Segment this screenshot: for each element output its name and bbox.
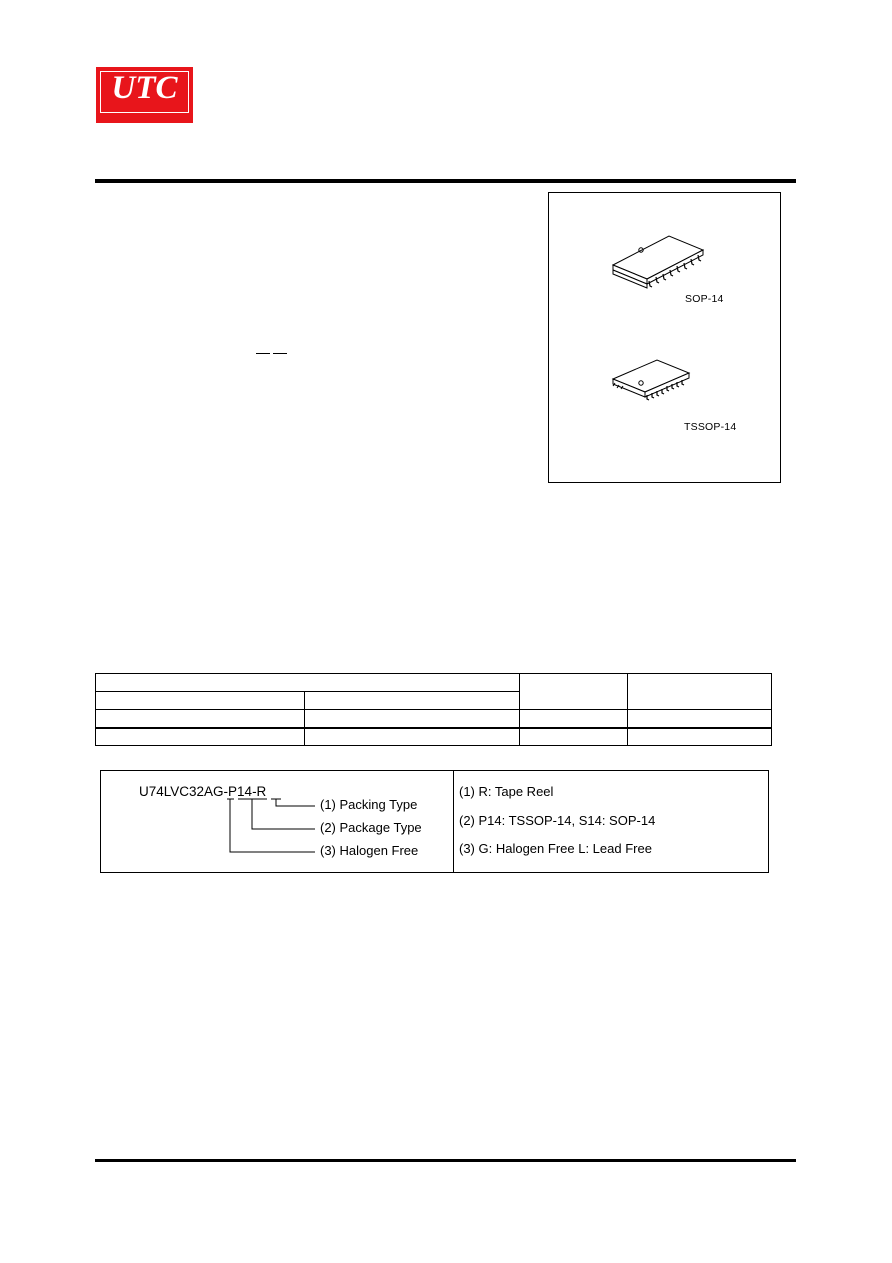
sop-14-chip-icon xyxy=(613,236,703,288)
table-cell xyxy=(96,728,305,746)
table-cell xyxy=(96,692,305,710)
logo-text: UTC xyxy=(111,70,178,106)
table-cell xyxy=(520,674,628,710)
desc-halogen-free: (3) G: Halogen Free L: Lead Free xyxy=(459,841,652,856)
table-row xyxy=(96,674,772,692)
table-cell xyxy=(628,674,772,710)
package-drawings xyxy=(549,193,782,484)
table-cell xyxy=(304,710,520,729)
field-halogen-free: (3) Halogen Free xyxy=(320,843,419,858)
footer-rule xyxy=(95,1159,796,1162)
header-rule xyxy=(95,179,796,183)
field-package-type: (2) Package Type xyxy=(320,820,422,835)
utc-logo xyxy=(96,67,193,123)
table-cell xyxy=(304,728,520,746)
ordering-table xyxy=(95,673,772,746)
table-cell xyxy=(96,674,520,692)
tssop-14-chip-icon xyxy=(613,360,689,400)
package-box xyxy=(548,192,781,483)
desc-package-type: (2) P14: TSSOP-14, S14: SOP-14 xyxy=(459,813,656,828)
part-number: U74LVC32AG-P14-R xyxy=(139,784,267,799)
overbar-mark xyxy=(256,353,287,359)
table-cell xyxy=(96,710,305,729)
part-number-decoder xyxy=(100,770,769,873)
table-cell xyxy=(520,710,628,729)
table-cell xyxy=(628,710,772,729)
tssop-14-label: TSSOP-14 xyxy=(684,421,737,433)
table-cell xyxy=(628,728,772,746)
field-packing-type: (1) Packing Type xyxy=(320,797,418,812)
table-row xyxy=(96,728,772,746)
table-cell xyxy=(304,692,520,710)
desc-packing-type: (1) R: Tape Reel xyxy=(459,784,554,799)
table-row xyxy=(96,710,772,729)
sop-14-label: SOP-14 xyxy=(685,293,724,305)
table-cell xyxy=(520,728,628,746)
